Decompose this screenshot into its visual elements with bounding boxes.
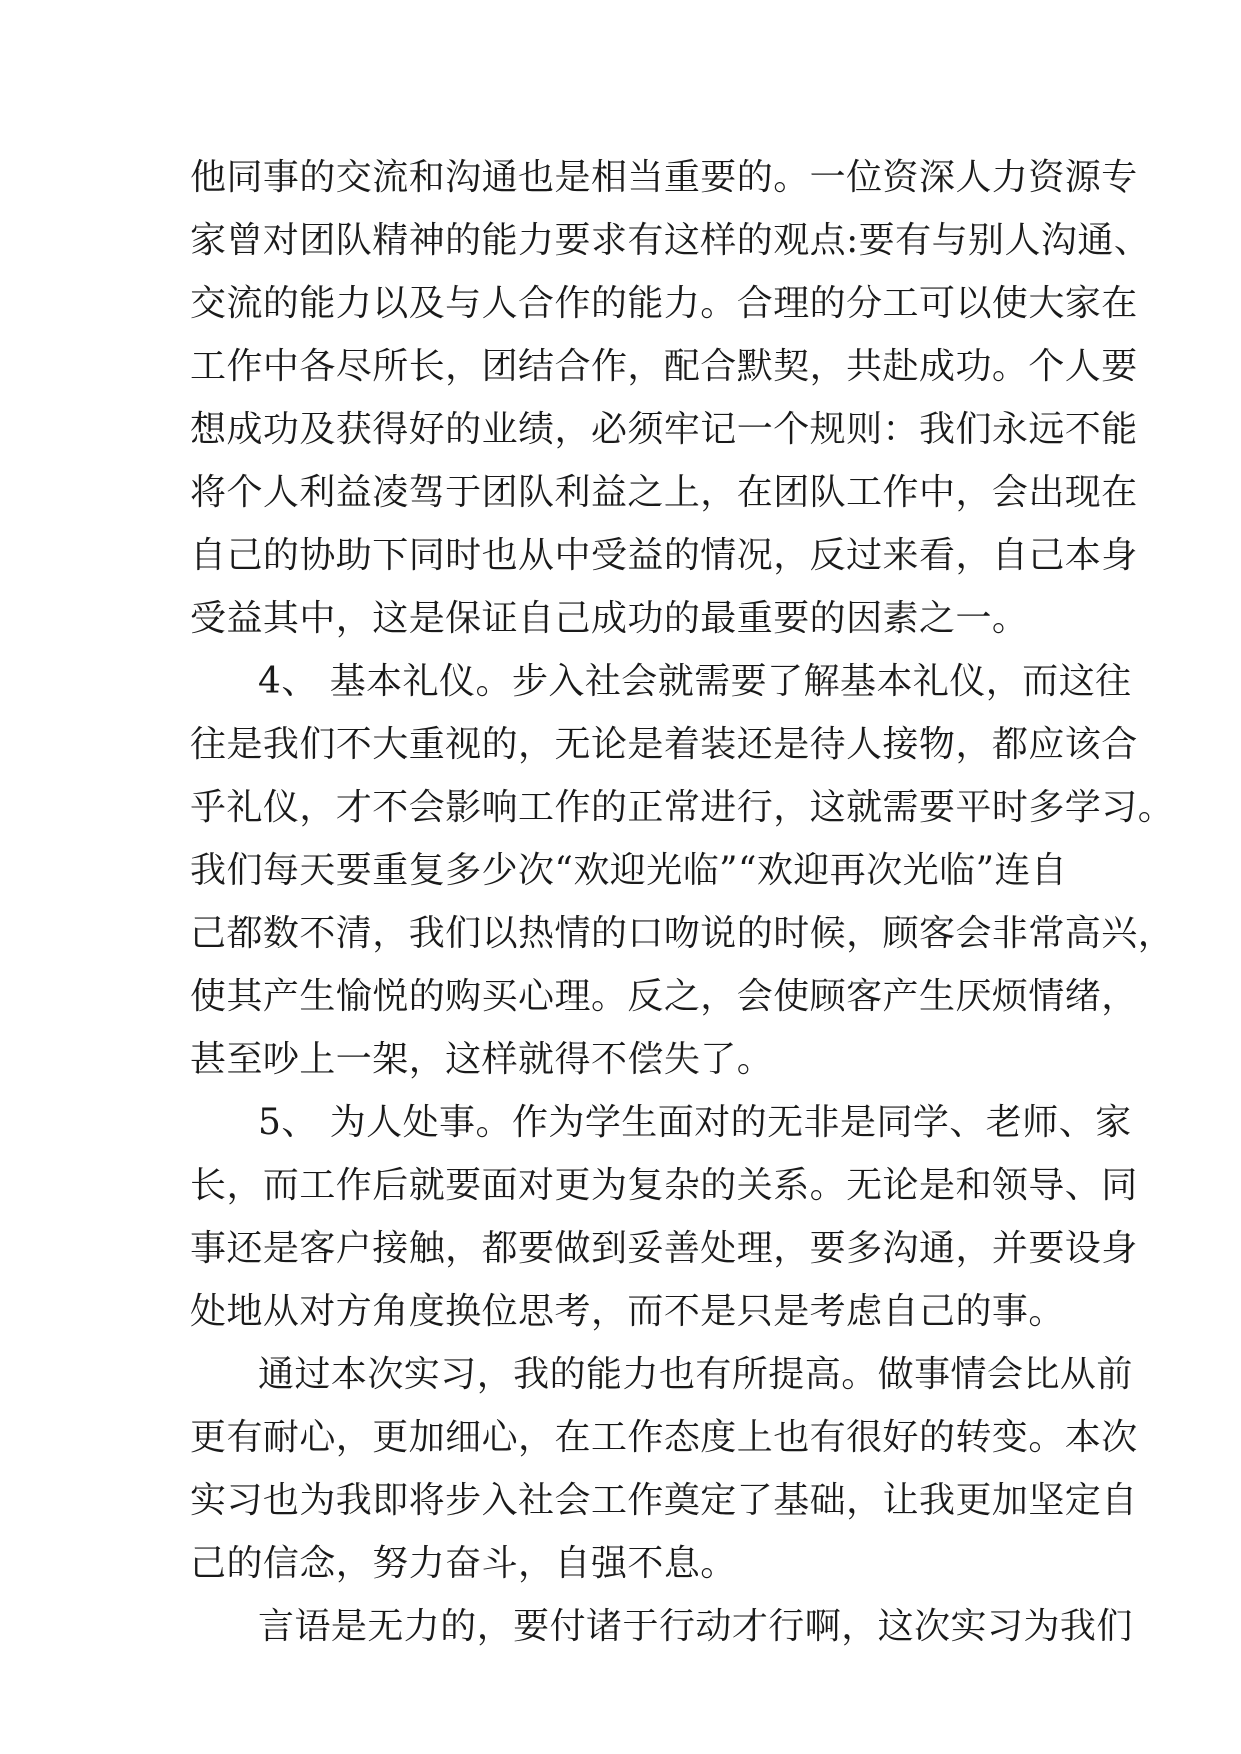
text-line: 自己的协助下同时也从中受益的情况，反过来看，自己本身 (190, 535, 1138, 576)
text-line: 甚至吵上一架，这样就得不偿失了。 (190, 1039, 774, 1080)
text-line: 家曾对团队精神的能力要求有这样的观点:要有与别人沟通、 (190, 220, 1151, 261)
text-line: 使其产生愉悦的购买心理。反之，会使顾客产生厌烦情绪， (190, 976, 1138, 1017)
text-line: 5、 为人处事。作为学生面对的无非是同学、老师、家 (258, 1102, 1132, 1143)
text-line: 更有耐心，更加细心，在工作态度上也有很好的转变。本次 (190, 1417, 1138, 1458)
text-line: 交流的能力以及与人合作的能力。合理的分工可以使大家在 (190, 283, 1138, 324)
text-line: 受益其中，这是保证自己成功的最重要的因素之一。 (190, 598, 1029, 639)
text-line: 工作中各尽所长，团结合作，配合默契，共赴成功。个人要 (190, 346, 1138, 387)
text-line: 他同事的交流和沟通也是相当重要的。一位资深人力资源专 (190, 157, 1138, 198)
text-line: 言语是无力的，要付诸于行动才行啊，这次实习为我们 (258, 1606, 1133, 1647)
text-line: 实习也为我即将步入社会工作奠定了基础，让我更加坚定自 (190, 1480, 1138, 1521)
text-line: 长，而工作后就要面对更为复杂的关系。无论是和领导、同 (190, 1165, 1138, 1206)
text-line: 事还是客户接触，都要做到妥善处理，要多沟通，并要设身 (190, 1228, 1138, 1269)
text-line: 4、 基本礼仪。步入社会就需要了解基本礼仪，而这往 (258, 661, 1132, 702)
text-line: 己都数不清，我们以热情的口吻说的时候，顾客会非常高兴， (190, 913, 1175, 954)
text-line: 往是我们不大重视的，无论是着装还是待人接物，都应该合 (190, 724, 1138, 765)
text-line: 乎礼仪，才不会影响工作的正常进行，这就需要平时多学习。 (190, 787, 1175, 828)
text-line: 我们每天要重复多少次“欢迎光临”“欢迎再次光临”连自 (190, 850, 1068, 891)
text-line: 通过本次实习，我的能力也有所提高。做事情会比从前 (258, 1354, 1133, 1395)
text-line: 己的信念，努力奋斗，自强不息。 (190, 1543, 737, 1584)
text-line: 将个人利益凌驾于团队利益之上，在团队工作中，会出现在 (190, 472, 1138, 513)
text-line: 处地从对方角度换位思考，而不是只是考虑自己的事。 (190, 1291, 1065, 1332)
text-line: 想成功及获得好的业绩，必须牢记一个规则：我们永远不能 (190, 409, 1138, 450)
